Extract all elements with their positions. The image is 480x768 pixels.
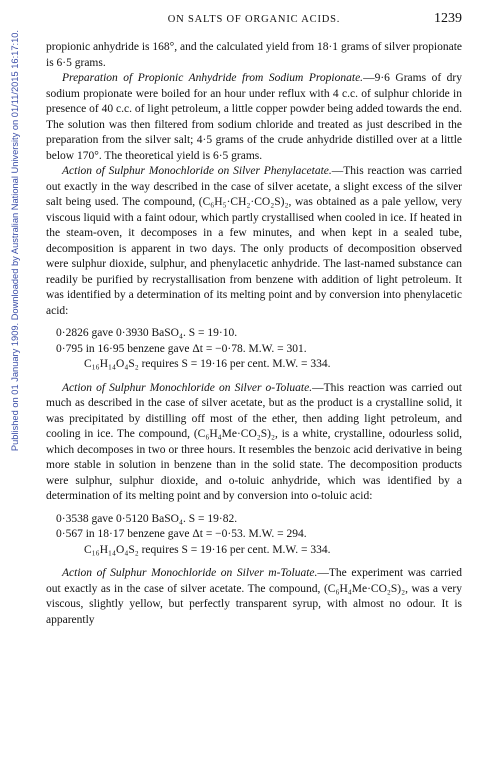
paragraph-text: —9·6 Grams of dry sodium propionate were boiled for an hour under reflux with 4 c.c. of sulphur chloride in presence of 40 c.c. of light petroleum, a little copper powder being added towards the end. The solution was then filtered from sodium chloride and treated as just described in the preparation from the silver salt; 4·5 grams of the crude anhydride distilled over at a little below 170°. The theoretical yield is 6·5 grams. [46,72,462,162]
analysis-line: 0·3538 gave 0·5120 BaSO₄. S = 19·82. [56,512,238,525]
section-heading: Action of Sulphur Monochloride on Silver Phenylacetate. [62,165,332,177]
paragraph-phenylacetate [46,164,462,319]
analysis-line: 0·567 in 18·17 benzene gave Δt = −0·53. M.W. = 294. [56,528,307,540]
page-number: 1239 [434,11,462,26]
formula-requirement: C₁₆H₁₄O₄S₂ requires S = 19·16 per cent. M.W. = 334. [84,543,331,556]
paragraph-text: —This reaction was carried out exactly in the way described in the case of silver acetate, a slight excess of the silver salt being used. The compound, (C₆H₅·CH₂·CO₂S)₂, was obtained as a pale yellow, very viscous liquid with a faint odour, which partly crystallised when cooled in ice. If heated in the steam-oven, it decomposes in a few minutes, and when kept in a sealed tube, decomposition is apparent in two days. The only products of decomposition observed were sulphur dioxide, sulphur, and phenylacetic anhydride. The last-named substance can readily be purified by recrystallisation from benzene with addition of light petroleum. It was identified by a determination of its melting point and by conversion into phenylacetic acid: [46,165,462,317]
paragraph-sodium-propionate [46,71,462,164]
analysis-data-o-toluate [46,512,462,559]
paragraph-m-toluate [46,566,462,628]
publication-sidebar [3,30,20,720]
section-heading: Action of Sulphur Monochloride on Silver o-Toluate. [62,381,313,394]
running-title: ON SALTS OF ORGANIC ACIDS. [167,14,341,25]
paragraph-text: —The experiment was carried out exactly as in the case of silver acetate. The compound, (C₆H₄Me·CO₂S)₂, was a very viscous, slightly yellow, but perfectly transparent syrup, with almost no odour. It is apparently [46,567,462,626]
paragraph-propionic-yield: propionic anhydride is 168°, and the calculated yield from 18·1 grams of silver propionate is 6·5 grams. [46,41,462,69]
formula-requirement: C₁₆H₁₄O₄S₂ requires S = 19·16 per cent. M.W. = 334. [84,358,331,370]
analysis-data-phenylacetate [46,326,462,373]
analysis-line: 0·2826 gave 0·3930 BaSO₄. S = 19·10. [56,327,238,339]
paragraph-o-toluate [46,381,462,505]
paragraph-text: —This reaction was carried out much as described in the case of silver acetate, but as the product is a crystalline solid, it was precipitated by distilling off most of the ether, then adding light petroleum, and cooling in ice. The compound, (C₆H₄Me·CO₂S)₂, is a white, crystalline, odourless solid, which decomposes in two or three hours. It resembles the benzoic acid derivative in being more stable in solution in benzene than in the solid state. The decomposition products were sulphur, sulphur dioxide, and o-toluic anhydride, which was identified by a determination of its melting point and by conversion into o-toluic acid: [46,381,462,502]
publication-note: Published on 01 January 1909. Downloaded by Australian National University on 01/11/2015 16:17:10. [10,30,20,452]
page-header [46,8,462,30]
section-heading: Action of Sulphur Monochloride on Silver m-Toluate. [62,567,318,579]
page-body [46,40,462,628]
analysis-line: 0·795 in 16·95 benzene gave Δt = −0·78. M.W. = 301. [56,342,307,355]
section-heading: Preparation of Propionic Anhydride from Sodium Propionate. [62,72,364,84]
